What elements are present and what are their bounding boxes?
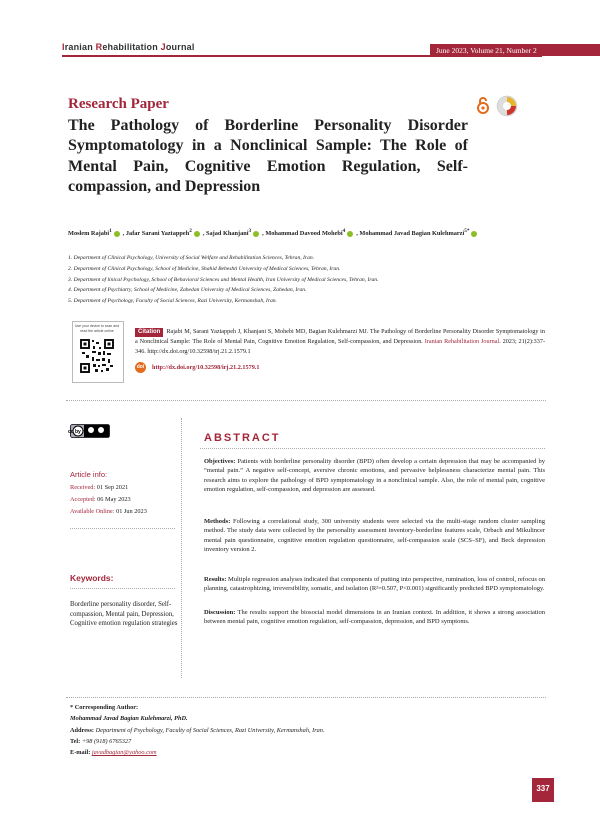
affiliation: 5. Department of Psychology, Faculty of Social Sciences, Razi University, Kermanshah, Iran. [68, 298, 277, 305]
received-date: Received: 01 Sep 2021 [70, 484, 129, 491]
open-access-icon[interactable] [476, 96, 490, 114]
corresponding-name: Mohammad Javad Bagian Kulehmarzi, PhD. [70, 715, 188, 722]
abstract-discussion: Discussion: The results support the biosocial model dimensions in an Iranian context. In addition, it shows a strong association between mental pain, cognitive emotion regulation, self-compassion, depression, and BPD symptoms. [204, 609, 546, 626]
column-divider [181, 418, 182, 678]
keywords-rule [70, 588, 175, 589]
crossmark-icon[interactable] [496, 95, 518, 117]
author-2: Jafar Sarani Yaztappeh [125, 230, 190, 238]
doi-row [135, 362, 259, 373]
online-date: Available Online: 01 Jun 2023 [70, 508, 147, 515]
abstract-methods: Methods: Following a correlational study, 300 university students were selected via the multi-stage random cluster sampling method. The study data were collected by the personality assessment inventory-borderline features scale, Orbach and Mikulincer mental pain questionnaire, cognitive emotion regulation questionnaire, self-compassion scale (SCS–SF), and Beck depression inventory version 2. [204, 518, 546, 554]
author-5: Mohammad Javad Bagian Kulehmarzi [359, 230, 465, 238]
journal-name: Iranian Rehabilitation Journal [62, 42, 195, 52]
keywords-title: Keywords: [70, 573, 114, 583]
section-divider [66, 400, 546, 401]
qr-label: Use your device to scan and read the article online [74, 324, 120, 333]
author-list: Moslem Rajabi$^1$ , Jafar Sarani Yaztappeh$^2$ , Sajad Khanjani$^3$ , Mohammad Davood Mohebi$^4$ , Mohammad Javad Bagian Kulehmarzi$^{5*}$ [68, 228, 548, 237]
accepted-date: Accepted: 06 May 2023 [70, 496, 131, 503]
affiliation: 4. Department of Psychiatry, School of Medicine, Zahedan University of Medical Sciences, Zahedan, Iran. [68, 287, 307, 294]
citation-text: Citation Rajabi M, Sarani Yaztappeh J, Khanjani S, Mohebi MD, Bagian Kulehmarzi MJ. The Pathology of Borderline Personality Disorder Symptomatology in a Nonclinical Sample: The Role of Mental Pain, Cognitive Emotion Regulation, Self-compassion, and Depression. Iranian Rehabilitation Journal. 2023; 21(2):337-346. http://dx.doi.org/10.32598/irj.21.2.1579.1 [135, 328, 546, 355]
citation-journal-link[interactable]: Iranian Rehabilitation Journal [424, 338, 500, 346]
creative-commons-icon[interactable] [67, 424, 110, 438]
author-1: Moslem Rajabi [68, 230, 110, 238]
svg-text:cc by nc: cc by nc [67, 429, 89, 435]
corresponding-email: E-mail: javadbagian@yahoo.com [70, 749, 157, 756]
issue-info: June 2023, Volume 21, Number 2 [436, 46, 537, 55]
affiliations [68, 253, 548, 307]
author-4: Mohammad Davood Mohebi [265, 230, 343, 238]
affiliation: 2. Department of Clinical Psychology, School of Medicine, Shahid Beheshti University of Medical Sciences, Tehran, Iran. [68, 265, 341, 272]
corresponding-label: * Corresponding Author: [70, 704, 139, 711]
orcid-icon[interactable] [347, 231, 353, 237]
abstract-results: Results: Multiple regression analyses indicated that components of putting into perspective, rumination, loss of control, refocus on planning, catastrophizing, irreversibility, somatic, and isolation (R²=0.507, P<0.001) significantly predicted BPD symptomatology. [204, 576, 546, 593]
orcid-icon[interactable] [471, 231, 477, 237]
orcid-icon[interactable] [253, 231, 259, 237]
corresponding-address: Address: Department of Psychology, Faculty of Social Sciences, Razi University, Kermanshah, Iran. [70, 727, 325, 734]
doi-icon: doi [135, 362, 146, 373]
citation-badge: Citation [135, 328, 163, 337]
orcid-icon[interactable] [114, 231, 120, 237]
corresponding-tel: Tel: +98 (918) 6765327 [70, 738, 132, 745]
author-3: Sajad Khanjani [206, 230, 249, 238]
affiliation: 1. Department of Clinical Psychology, University of Social Welfare and Rehabilitation Sciences, Tehran, Iran. [68, 255, 315, 261]
affiliation: 3. Department of linical Psychology, School of Behavioral Sciences and Mental Health, Iran University of Medical Sciences, Tehran, Iran. [68, 276, 379, 283]
doi-link[interactable]: http://dx.doi.org/10.32598/irj.21.2.1579.1 [152, 363, 260, 371]
article-title: The Pathology of Borderline Personality Disorder Symptomatology in a Nonclinical Sample: The Role of Mental Pain, Cognitive Emotion Regulation, Self-compassion, and Depression [68, 117, 468, 195]
qr-code-icon[interactable] [79, 338, 115, 374]
abstract-objectives: Objectives: Patients with borderline personality disorder (BPD) often develop a certain depression that may be accompanied by “mental pain.” A negative self-concept, aversive chronic emotions, and pervasive helplessness characterize mental pain. This research aims to explore the pathology of BPD symptomatology in a nonclinical sample. Also, the role of mental pain, cognitive emotion regulation, self-compassion, and depression are assessed. [204, 458, 545, 494]
email-link[interactable]: javadbagian@yahoo.com [91, 749, 157, 756]
abstract-title: ABSTRACT [204, 432, 281, 444]
info-rule [70, 528, 175, 529]
article-info-title: Article info: [70, 470, 108, 479]
orcid-icon[interactable] [194, 231, 200, 237]
keywords-text: Borderline personality disorder, Self-compassion, Mental pain, Depression, Cognitive emotion regulation strategies [70, 601, 178, 628]
page-number: 337 [536, 784, 550, 793]
footer-rule [66, 697, 546, 698]
abstract-rule [200, 448, 545, 449]
article-type: Research Paper [68, 96, 169, 112]
